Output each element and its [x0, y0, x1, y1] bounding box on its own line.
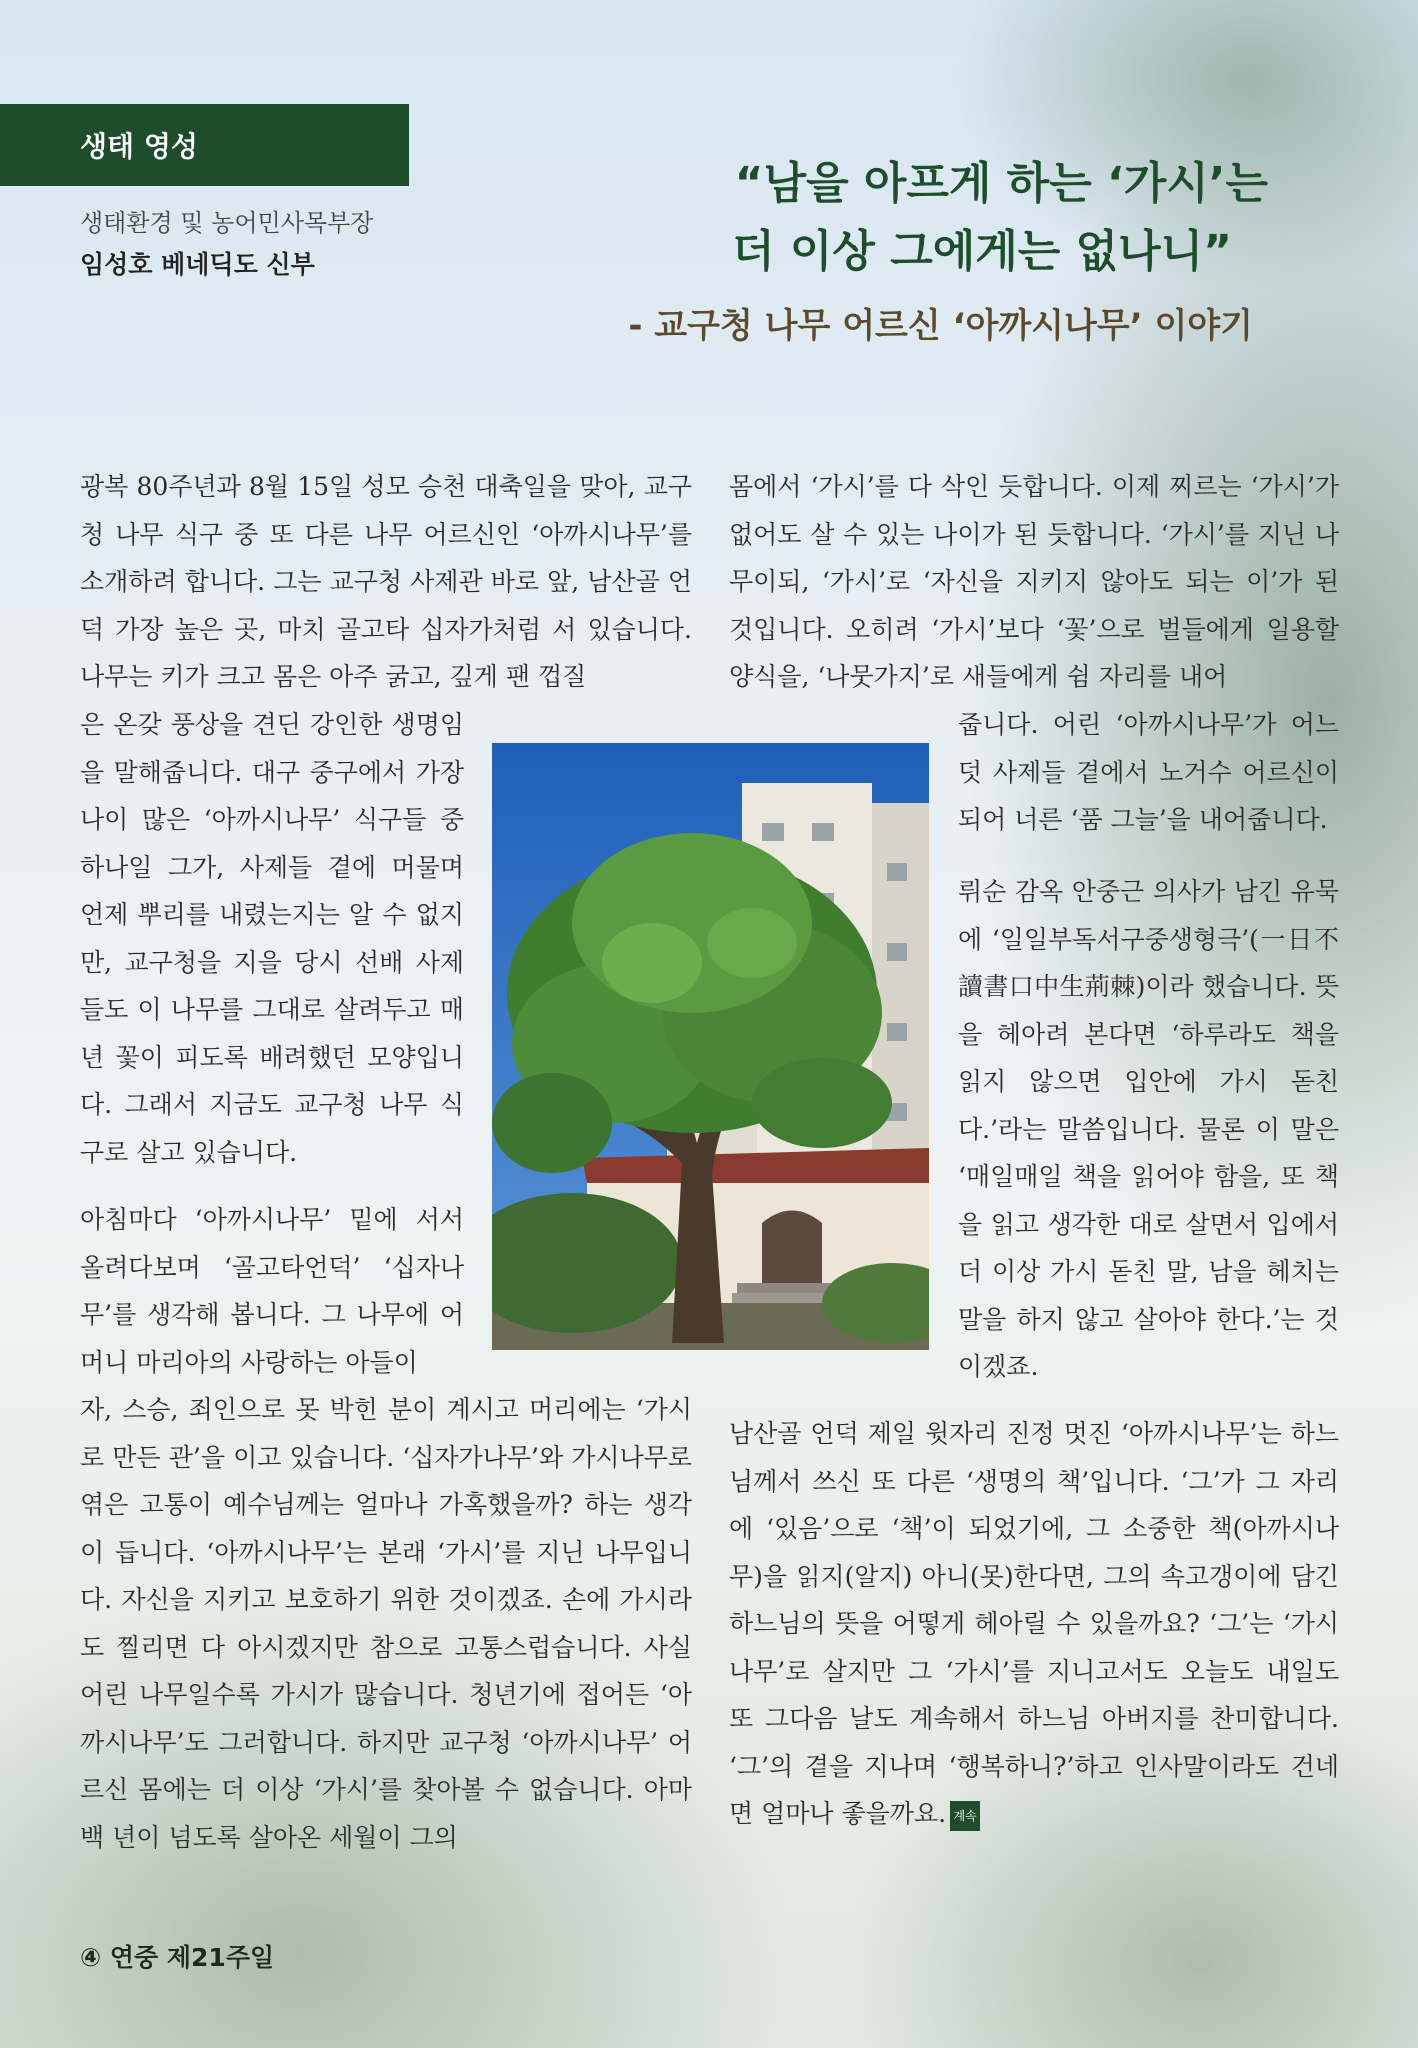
acacia-tree-photo	[492, 743, 929, 1350]
title-line-1: “남을 아프게 하는 ‘가시’는	[734, 158, 1268, 209]
author-department: 생태환경 및 농어민사목부장	[80, 209, 374, 237]
body-left-bottom: 자, 스승, 죄인으로 못 박힌 분이 계시고 머리에는 ‘가시로 만든 관’을 이고 있습니다. ‘십자가나무’와 가시나무로 엮은 고통이 예수님께는 얼마나 가혹했을까? 하는 생각이 듭니다. ‘아까시나무’는 본래 ‘가시’를 지닌 나무입니다. 자신을 지키고 보호하기 위한 것이겠죠. 손에 가시라도 찔리면 다 아시겠지만 참으로 고통스럽습니다. 사실 어린 나무일수록 가시가 많습니다. 청년기에 접어든 ‘아까시나무’도 그러합니다. 하지만 교구청 ‘아까시나무’ 어르신 몸에는 더 이상 ‘가시’를 찾아볼 수 없습니다. 아마 백 년이 넘도록 살아온 세월이 그의	[80, 1395, 692, 1852]
page-footer: ④ 연중 제21주일	[80, 1943, 275, 1972]
author-name: 임성호 베네딕도 신부	[80, 250, 315, 279]
body-left-narrow-2: 아침마다 ‘아까시나무’ 밑에 서서 올려다보며 ‘골고타언덕’ ‘십자나무’를 생각해 봅니다. 그 나무에 어머니 마리아의 사랑하는 아들이	[80, 1205, 464, 1377]
body-right-bottom-text: 남산골 언덕 제일 윗자리 진정 멋진 ‘아까시나무’는 하느님께서 쓰신 또 다른 ‘생명의 책’입니다. ‘그’가 그 자리에 ‘있음’으로 ‘책’이 되었기에, 그 소중한 책(아까시나무)을 읽지(알지) 아니(못)한다면, 그의 속고갱이에 담긴 하느님의 뜻을 어떻게 헤아릴 수 있을까요? ‘그’는 ‘가시나무’로 살지만 그 ‘가시’를 지니고서도 오늘도 내일도 또 그다음 날도 계속해서 하느님 아버지를 찬미합니다. ‘그’의 곁을 지나며 ‘행복하니?’하고 인사말이라도 건네면 얼마나 좋을까요.	[729, 1419, 1339, 1828]
end-stamp: 계속	[950, 1801, 980, 1831]
body-left-top: 광복 80주년과 8월 15일 성모 승천 대축일을 맞아, 교구청 나무 식구 중 또 다른 나무 어르신인 ‘아까시나무’를 소개하려 합니다. 그는 교구청 사제관 바로 앞, 남산골 언덕 가장 높은 곳, 마치 골고타 십자가처럼 서 있습니다. 나무는 키가 크고 몸은 아주 굵고, 깊게 팬 껍질	[80, 472, 692, 691]
body-right-narrow-1: 줍니다. 어린 ‘아까시나무’가 어느덧 사제들 곁에서 노거수 어르신이 되어 너른 ‘품 그늘’을 내어줍니다.	[958, 710, 1339, 834]
article-title	[732, 150, 1268, 286]
body-right-narrow-2: 뤼순 감옥 안중근 의사가 남긴 유묵에 ‘일일부독서구중생형극’(一日不讀書口中生荊棘)이라 했습니다. 뜻을 헤아려 본다면 ‘하루라도 책을 읽지 않으면 입안에 가시 돋친다.’라는 말씀입니다. 물론 이 말은 ‘매일매일 책을 읽어야 함을, 또 책을 읽고 생각한 대로 살면서 입에서 더 이상 가시 돋친 말, 남을 헤치는 말을 하지 않고 살아야 한다.’는 것이겠죠.	[958, 877, 1339, 1381]
section-label: 생태 영성	[0, 104, 409, 186]
body-right-top: 몸에서 ‘가시’를 다 삭인 듯합니다. 이제 찌르는 ‘가시’가 없어도 살 수 있는 나이가 된 듯합니다. ‘가시’를 지닌 나무이되, ‘가시’로 ‘자신을 지키지 않아도 되는 이’가 된 것입니다. 오히려 ‘가시’보다 ‘꽃’으로 벌들에게 일용할 양식을, ‘나뭇가지’로 새들에게 쉼 자리를 내어	[729, 472, 1339, 691]
body-left-narrow-1: 은 온갖 풍상을 견딘 강인한 생명임을 말해줍니다. 대구 중구에서 가장 나이 많은 ‘아까시나무’ 식구들 중 하나일 그가, 사제들 곁에 머물며 언제 뿌리를 내렸는지는 알 수 없지만, 교구청을 지을 당시 선배 사제들도 이 나무를 그대로 살려두고 매년 꽃이 피도록 배려했던 모양입니다. 그래서 지금도 교구청 나무 식구로 살고 있습니다.	[80, 710, 464, 1167]
title-line-2: 더 이상 그에게는 없나니”	[732, 226, 1232, 277]
body-right-bottom	[729, 1410, 1339, 1838]
article-subtitle: - 교구청 나무 어르신 ‘아까시나무’ 이야기	[628, 306, 1253, 346]
